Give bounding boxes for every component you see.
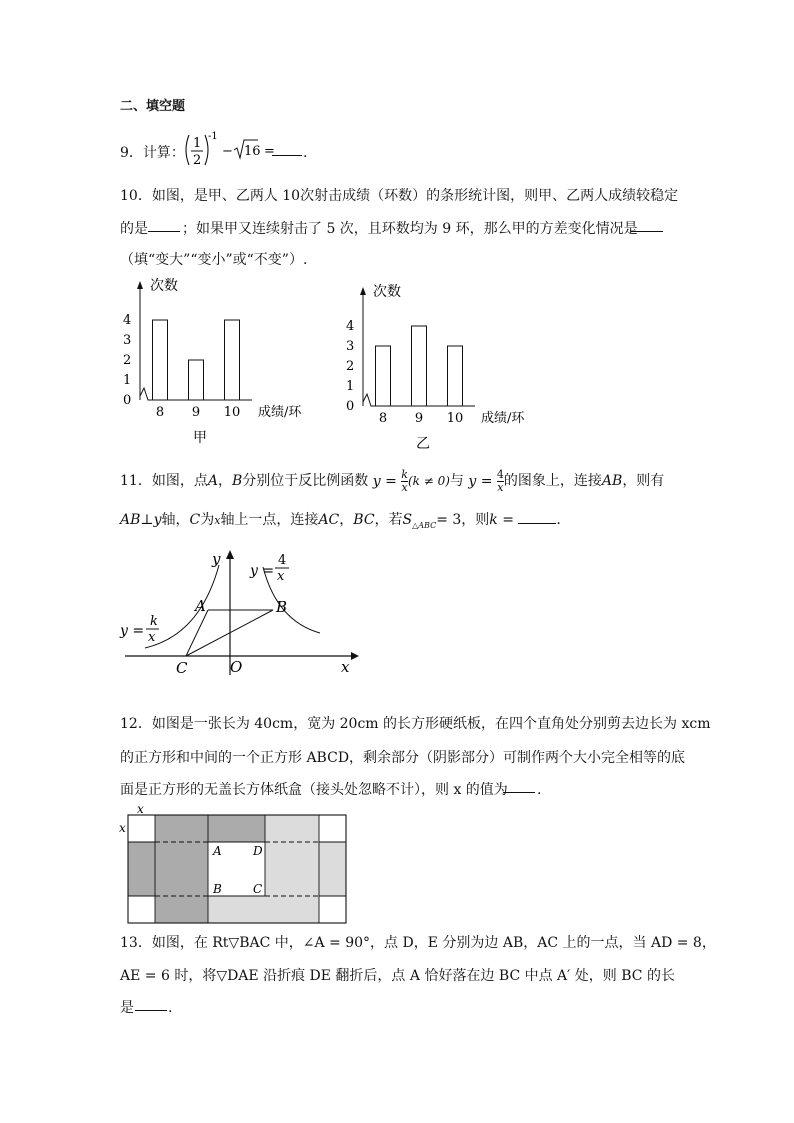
- q11-sep2: ，: [339, 512, 354, 528]
- chart-yi: [335, 278, 550, 463]
- fig11-x-label: x: [341, 658, 350, 676]
- fig11-y-label: y: [212, 550, 221, 568]
- q11-text-a: 11．如图，点: [120, 473, 208, 489]
- fig11-left-curve-label: y =: [120, 623, 145, 639]
- chart-jia: [112, 272, 322, 457]
- axis-break: [140, 388, 150, 400]
- q11-text-b: 分别位于反比例函数: [242, 473, 369, 489]
- chart-xlabel: 成绩/环: [481, 411, 525, 426]
- x-tick-label: 9: [191, 405, 201, 420]
- q9-radicand: 16: [244, 144, 261, 159]
- x-tick-label: 10: [446, 411, 464, 426]
- q9-answer-blank[interactable]: [272, 141, 302, 156]
- q11-text-c: 的图象上，连接: [503, 473, 602, 489]
- q11-bc: BC: [353, 512, 375, 528]
- q13-line2: AE = 6 时，将▽DAE 沿折痕 DE 翻折后，点 A 恰好落在边 BC 中点 A′ 处，则 BC 的长: [120, 968, 675, 984]
- q9-equals: =: [264, 144, 275, 159]
- q11-with: 与: [449, 473, 464, 489]
- bar-9: [412, 326, 427, 406]
- bar-8: [376, 346, 391, 406]
- fig12-x-left: x: [119, 821, 126, 835]
- y-tick-label: 2: [123, 353, 132, 368]
- axis-break: [363, 394, 373, 406]
- q12-line3: 面是正方形的无盖长方体纸盒（接头处忽略不计），则 x 的值为: [120, 782, 508, 798]
- q12-line1: 12．如图是一张长为 40cm，宽为 20cm 的长方形硬纸板，在四个直角处分别剪去边长为 xcm: [120, 716, 711, 732]
- q11-y-axis: y: [153, 512, 162, 528]
- q11-point-c: C: [189, 512, 201, 528]
- q11-point-b: B: [231, 473, 243, 489]
- q11-ac: AC: [318, 512, 340, 528]
- x-tick-label: 8: [378, 411, 388, 426]
- bar-10: [448, 346, 463, 406]
- q11-x-axis: x: [214, 514, 221, 527]
- fig12-x-top: x: [137, 803, 144, 816]
- y-tick-label: 4: [123, 313, 132, 328]
- chart-title: 甲: [193, 430, 207, 446]
- y-tick-label: 3: [346, 339, 355, 354]
- x-tick-label: 9: [414, 411, 424, 426]
- y-axis-arrow: [360, 287, 366, 295]
- q11-eq: =: [502, 512, 514, 528]
- q13-end: .: [168, 1000, 173, 1016]
- q11-func-k: y = $\frac{k}{x}$: [372, 467, 408, 494]
- fig12-a-label: A: [213, 844, 222, 858]
- bar-8: [153, 320, 168, 400]
- q11-condition: (k ≠ 0): [407, 474, 450, 488]
- q10-line2-start: 的是: [120, 221, 148, 237]
- q11-s: S: [402, 512, 413, 528]
- q11-k2: k: [489, 512, 498, 528]
- section-title: 二、填空题: [120, 99, 186, 114]
- q11-line1: [120, 466, 664, 496]
- q11-end: .: [556, 512, 561, 528]
- chart-ylabel: 次数: [373, 284, 401, 300]
- q11-axis-text: 轴，: [161, 512, 190, 528]
- fig11-b-label: B: [276, 598, 288, 616]
- q13-answer-blank[interactable]: [135, 996, 167, 1011]
- fig11-left-den: x: [148, 630, 156, 645]
- q12-end: .: [537, 782, 542, 798]
- q12-line2: 的正方形和中间的一个正方形 ABCD，剩余部分（阴影部分）可制作两个大小完全相等的底: [120, 750, 686, 766]
- q11-then: = 3，则: [436, 512, 490, 528]
- bar-10: [225, 320, 240, 400]
- q11-func-4: y = $\frac{4}{x}$: [468, 467, 504, 494]
- q11-point-a: A: [207, 473, 218, 489]
- fig11-a-label: A: [195, 597, 206, 615]
- y-tick-label: 1: [123, 373, 132, 388]
- y-tick-label: 1: [346, 379, 355, 394]
- x-tick-label: 10: [223, 405, 241, 420]
- chart-title: 乙: [416, 436, 430, 452]
- q9-prefix: 9．计算：: [120, 145, 185, 161]
- q13-line1: 13．如图，在 Rt▽BAC 中，∠A = 90°，点 D，E 分别为边 AB，AC 上的一点，当 AD = 8，: [120, 935, 716, 951]
- fig11-right-num: 4: [278, 553, 287, 568]
- q11-k-den: x: [401, 480, 408, 494]
- figure-11: [115, 545, 365, 680]
- q11-if: ，若: [374, 512, 403, 528]
- q10-line3: （填“变大”“变小”或“不变”）.: [120, 252, 308, 268]
- fig12-c-label: C: [253, 882, 263, 896]
- q11-sep: ，: [217, 473, 232, 489]
- fig11-left-num: k: [150, 614, 158, 629]
- q9-end: .: [303, 145, 308, 161]
- q10-answer-blank-2[interactable]: [631, 217, 663, 232]
- fig11-right-curve-label: y =: [250, 563, 275, 579]
- q10-line2-end: ；如果甲又连续射击了 5 次，且环数均为 9 环，那么甲的方差变化情况是: [182, 221, 638, 237]
- chart-ylabel: 次数: [150, 278, 178, 294]
- q9-minus: −: [222, 144, 233, 159]
- q11-perp: ⊥: [140, 512, 154, 528]
- q11-y: y: [372, 473, 381, 489]
- q11-k-num: k: [401, 467, 408, 481]
- fig11-right-den: x: [277, 569, 285, 584]
- q10-line1: 10．如图，是甲、乙两人 10次射击成绩（环数）的条形统计图，则甲、乙两人成绩较稳定: [120, 188, 679, 204]
- q10-answer-blank-1[interactable]: [148, 217, 180, 232]
- y-tick-label: 4: [346, 319, 355, 334]
- x-tick-label: 8: [155, 405, 165, 420]
- q13-line3: 是: [120, 1000, 134, 1016]
- fig11-c-label: C: [176, 659, 188, 677]
- q11-s-sub: △ABC: [412, 520, 437, 530]
- q11-line2: [120, 508, 561, 538]
- figure-12: [115, 803, 355, 928]
- q11-text-d: ，则有: [622, 473, 665, 489]
- y-tick-label: 0: [346, 399, 355, 414]
- y-tick-label: 0: [123, 393, 132, 408]
- bar-9: [189, 360, 204, 400]
- q11-ab: AB: [601, 473, 623, 489]
- q11-4-num: 4: [496, 467, 504, 481]
- y-tick-label: 3: [123, 333, 132, 348]
- fig11-o-label: O: [230, 658, 243, 676]
- y-tick-label: 2: [346, 359, 355, 374]
- fig12-d-label: D: [253, 844, 263, 858]
- q11-ab2: AB: [120, 512, 141, 528]
- q9-numerator: 1: [193, 136, 202, 151]
- q11-is: 为: [200, 512, 215, 528]
- fig12-b-label: B: [213, 882, 222, 896]
- q9-denominator: 2: [193, 153, 202, 168]
- chart-xlabel: 成绩/环: [258, 405, 302, 420]
- q11-answer-blank[interactable]: [518, 509, 556, 524]
- q9-exponent: -1: [208, 131, 218, 142]
- q11-connect: 轴上一点，连接: [220, 512, 319, 528]
- y-axis-arrow: [137, 281, 143, 289]
- q12-answer-blank[interactable]: [503, 778, 535, 793]
